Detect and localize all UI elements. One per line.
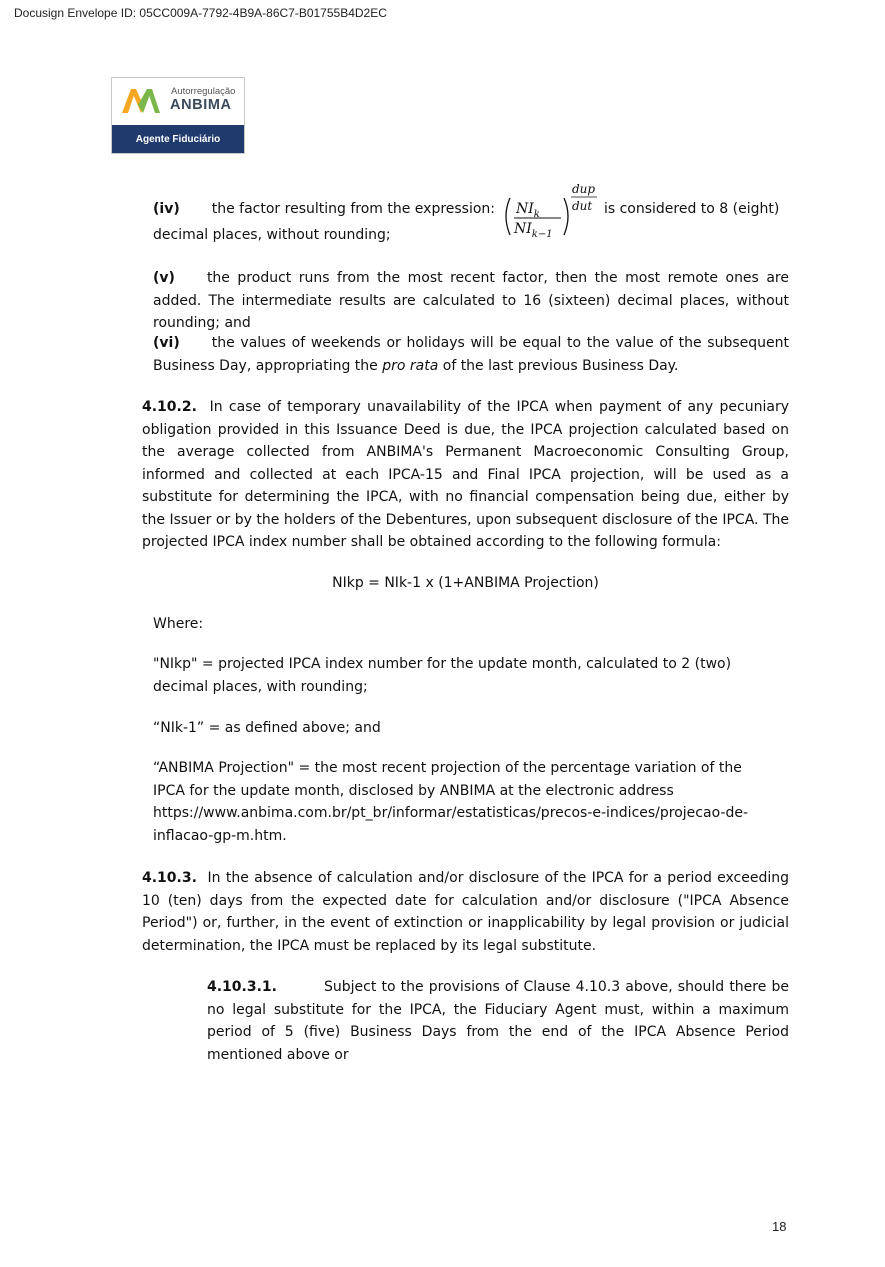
- formula-exponent-num: dup: [572, 182, 596, 196]
- formula-numerator-sub: k: [534, 209, 541, 220]
- item-iv-text-after: is considered to 8 (eight): [603, 201, 780, 217]
- clause-4-10-3-number: 4.10.3.: [142, 870, 197, 886]
- logo-brand: ANBIMA: [170, 97, 232, 113]
- clause-4-10-3-text: In the absence of calculation and/or disclosure of the IPCA for a period exceeding 10 (ten) days from the expected date for calculation and/or disclosure ("IPCA Absence Period") or, further, in the event of extinction or inapplicability by legal provision or judicial determination, the IPCA must be replaced by its legal substitute.: [142, 870, 789, 954]
- clause-4-10-2: [142, 396, 789, 554]
- definition-nikp: "NIkp" = projected IPCA index number for the update month, calculated to 2 (two) decimal places, with rounding;: [153, 656, 732, 695]
- logo-subtitle: Autorregulação: [171, 86, 236, 97]
- anbima-logo: [111, 77, 245, 154]
- item-vi-text-a: the values of weekends or holidays will be equal to the value of the subsequent Business Day, appropriating the: [153, 335, 789, 374]
- docusign-envelope-id: Docusign Envelope ID: 05CC009A-7792-4B9A-86C7-B01755B4D2EC: [14, 6, 387, 20]
- clause-4-10-3-1: [207, 976, 789, 1066]
- item-iv-label: (iv): [153, 201, 180, 217]
- clause-4-10-3-1-number: 4.10.3.1.: [207, 979, 277, 995]
- item-iv-text-before: the factor resulting from the expression:: [211, 201, 496, 217]
- item-v: [153, 267, 789, 335]
- anbima-mark-icon: [122, 87, 162, 115]
- item-vi-italic: pro rata: [382, 357, 439, 374]
- projection-formula: NIkp = NIk-1 x (1+ANBIMA Projection): [332, 575, 599, 591]
- definition-anbima-projection: [153, 757, 778, 847]
- item-vi: [153, 332, 789, 377]
- item-iv: [153, 180, 793, 247]
- anbima-url-line1[interactable]: https://www.anbima.com.br/pt_br/informar/estatisticas/precos-e-indices/projecao-de-: [153, 805, 748, 821]
- logo-bar-text: Agente Fiduciário: [112, 125, 244, 154]
- svg-text:NIk: [515, 201, 540, 220]
- item-vi-label: (vi): [153, 335, 180, 351]
- svg-text:NIk−1: [513, 221, 553, 238]
- clause-4-10-3-1-text: Subject to the provisions of Clause 4.10.3 above, should there be no legal substitute for the IPCA, the Fiduciary Agent must, within a maximum period of 5 (five) Business Days from the end of the IPCA Absence Period mentioned above or: [207, 979, 789, 1063]
- factor-formula: [501, 180, 599, 238]
- where-label: Where:: [153, 616, 204, 632]
- item-v-label: (v): [153, 270, 175, 286]
- clause-4-10-3: [142, 867, 789, 957]
- anbima-url-line2[interactable]: inflacao-gp-m.htm.: [153, 827, 287, 844]
- item-vi-text-b: of the last previous Business Day.: [442, 357, 679, 374]
- page-number: 18: [772, 1219, 787, 1234]
- formula-exponent-den: dut: [572, 199, 593, 213]
- definition-anbima-text: “ANBIMA Projection" = the most recent projection of the percentage variation of the IPCA for the update month, disclosed by ANBIMA at the electronic address: [153, 760, 742, 799]
- formula-denominator: NI: [514, 221, 533, 237]
- item-v-text: the product runs from the most recent factor, then the most remote ones are added. The intermediate results are calculated to 16 (sixteen) decimal places, without rounding; and: [153, 270, 789, 331]
- formula-denominator-sub: k−1: [532, 229, 554, 238]
- clause-4-10-2-number: 4.10.2.: [142, 399, 197, 415]
- item-iv-line2: decimal places, without rounding;: [153, 227, 391, 243]
- formula-numerator: NI: [516, 201, 535, 217]
- definition-nik-1: “NIk-1” = as defined above; and: [153, 720, 381, 736]
- clause-4-10-2-text: In case of temporary unavailability of the IPCA when payment of any pecuniary obligation provided in this Issuance Deed is due, the IPCA projection calculated based on the average collected from ANBIMA's Permanent Macroeconomic Consulting Group, informed and collected at each IPCA-15 and Final IPCA projection, will be used as a substitute for determining the IPCA, with no financial compensation being due, either by the Issuer or by the holders of the Debentures, upon subsequent disclosure of the IPCA. The projected IPCA index number shall be obtained according to the following formula:: [142, 399, 789, 550]
